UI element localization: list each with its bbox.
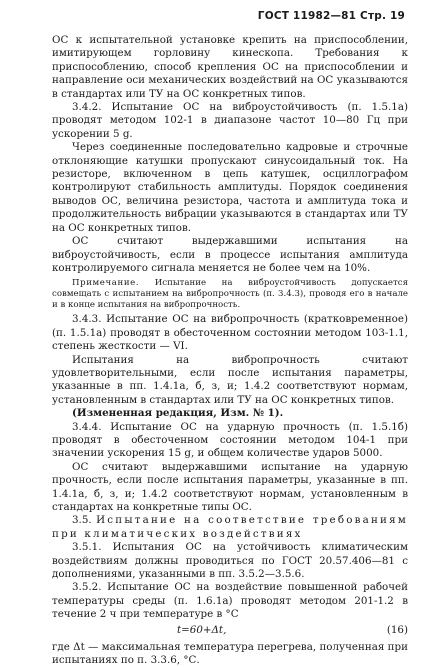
paragraph: Через соединенные последовательно кадровые и строчные отклоняющие катушки пропускают синусоидальный ток. На резисторе, включенном в цепь катушек, осциллографом контролируют стабильность амплитуды. Порядок соединения выводов ОС, величина резистора, частота и амплитуда тока и продолжительность вибрации указываются в стандартах или ТУ на ОС конкретных типов. — [52, 141, 408, 234]
note — [52, 278, 408, 311]
paragraph: 3.4.3. Испытание ОС на вибропрочность (кратковременное) (п. 1.5.1а) проводят в обесточенном состоянии методом 103-1.1, степень жесткости — VI. — [52, 313, 408, 353]
note-text: Испытание на виброустойчивость допускается совмещать с испытанием на вибропрочность (п. 3.4.3), проводя его в начале и в конце испытания на вибропрочность. — [52, 278, 408, 311]
formula-explanation: где Δt — максимальная температура перегрева, полученная при испытаниях по п. 3.3.6, °С. — [52, 640, 408, 667]
paragraph: ОС считают выдержавшими испытания на виброустойчивость, если в процессе испытания амплитуда контролируемого сигнала меняется не более чем на 10%. — [52, 235, 408, 274]
note-label: Примечание. — [72, 278, 140, 289]
formula-expression: t=60+Δt, — [177, 623, 227, 636]
formula — [52, 623, 408, 639]
paragraph: 3.4.2. Испытание ОС на виброустойчивость (п. 1.5.1а) проводят методом 102-1 в диапазоне частот 10—80 Гц при ускорении 5 g. — [52, 101, 408, 140]
paragraph: ОС к испытательной установке крепить на приспособлении, имитирующем горловину кинескопа. Требования к приспособлению, способ крепления ОС на приспособлении и направление оси механических воздействий на ОС указываются в стандартах или ТУ на ОС конкретных типов. — [52, 34, 408, 100]
paragraph: 3.5.2. Испытание ОС на воздействие повышенной рабочей температуры среды (п. 1.6.1а) проводят методом 201-1.2 в течение 2 ч при температуре в °С — [52, 581, 408, 621]
paragraph: 3.5.1. Испытания ОС на устойчивость климатическим воздействиям должны проводиться по ГОСТ 20.57.406—81 с дополнениями, указанными в пп. 3.5.2—3.5.6. — [52, 541, 408, 581]
paragraph: Испытания на вибропрочность считают удовлетворительными, если после испытания параметры, указанные в пп. 1.4.1а, б, з, и; 1.4.2 соответствуют нормам, установленным в стандартах или ТУ на ОС конкретных типов. — [52, 353, 408, 406]
section-heading — [52, 514, 408, 541]
page-content — [52, 34, 408, 667]
section-number: 3.5. — [72, 514, 92, 527]
revision-note: (Измененная редакция, Изм. № 1). — [72, 407, 284, 420]
page-header: ГОСТ 11982—81 Стр. 19 — [257, 10, 405, 22]
paragraph: 3.4.4. Испытание ОС на ударную прочность (п. 1.5.1б) проводят в обесточенном состоянии методом 104-1 при значении ускорения 15 g, и общем количестве ударов 5000. — [52, 420, 408, 460]
paragraph: ОС считают выдержавшими испытание на ударную прочность, если после испытания параметры, указанные в пп. 1.4.1а, б, з, и; 1.4.2 соответствуют нормам, установленным в стандартах на конкретные типы ОС. — [52, 460, 408, 513]
formula-number: (16) — [386, 623, 408, 636]
section-title: Испытание на соответствие требованиям при климатических воздействиях — [52, 514, 408, 540]
